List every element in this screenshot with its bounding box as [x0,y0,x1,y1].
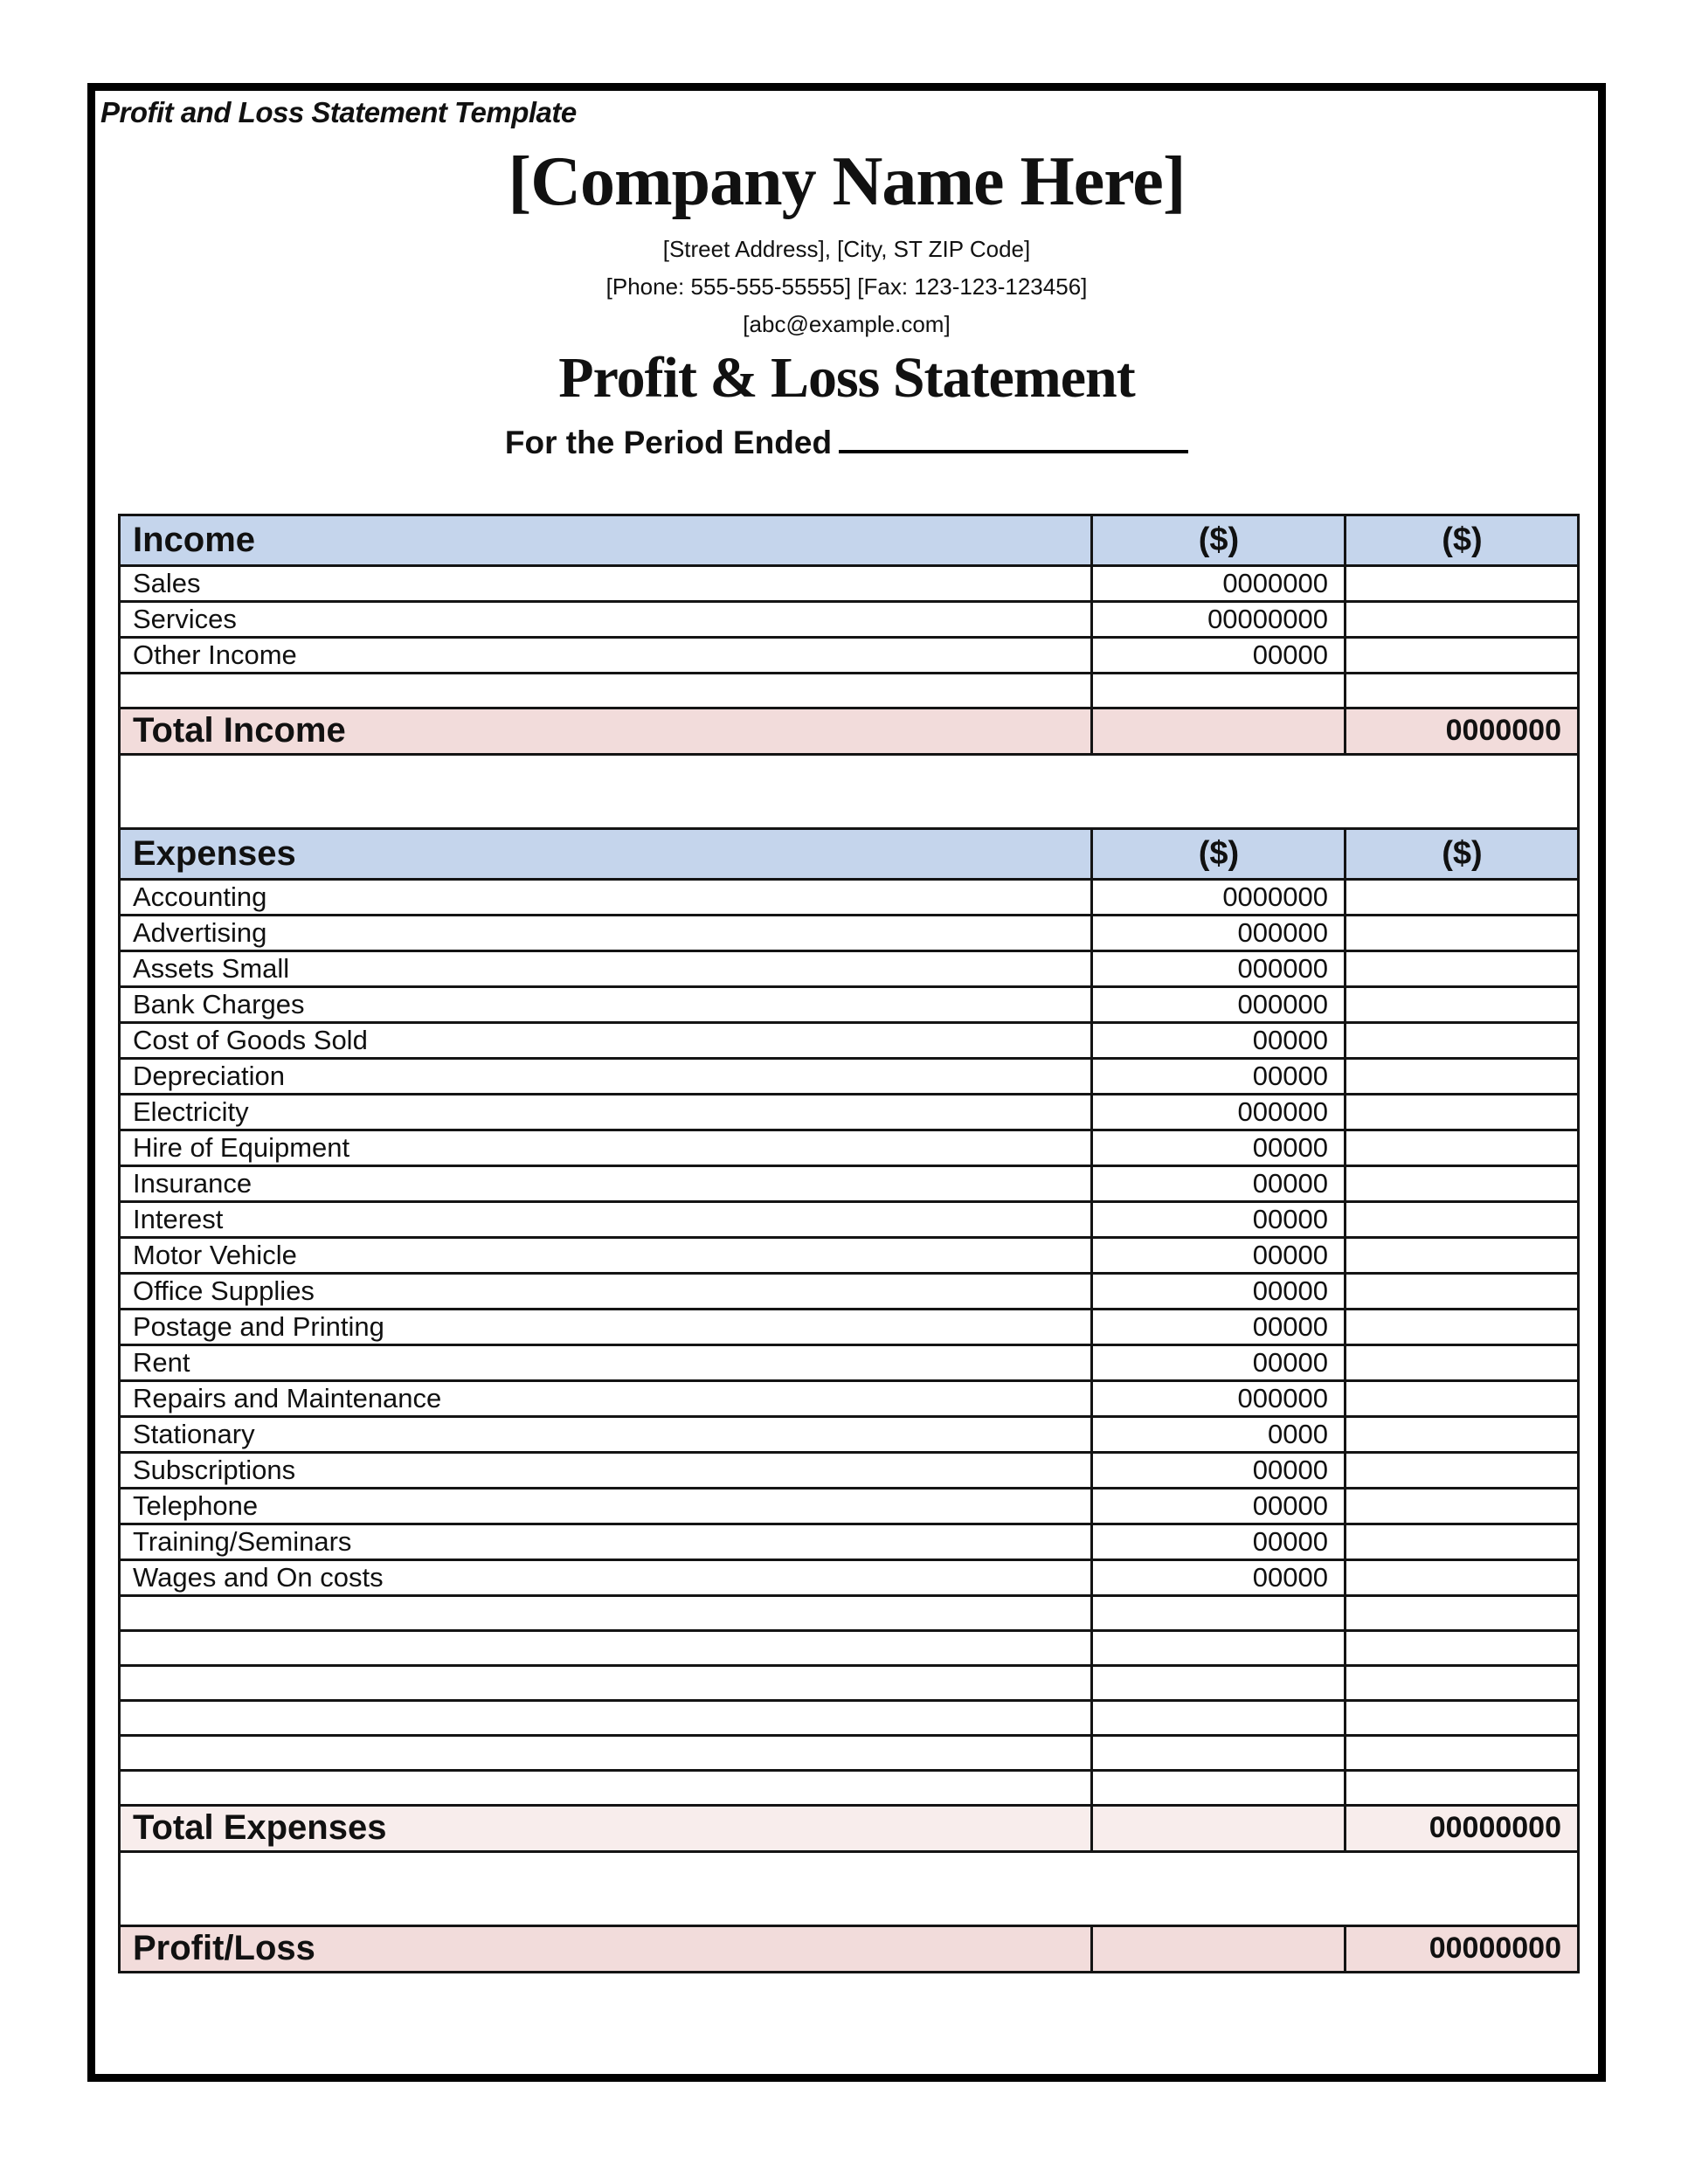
row-label-cell: Repairs and Maintenance [120,1380,1092,1416]
total-cell [1346,1700,1579,1735]
income-header-row [120,515,1579,565]
table-row [120,1309,1579,1344]
total-income-label: Total Income [120,708,1092,754]
section-gap-row [120,1851,1579,1925]
row-label-cell: Wages and On costs [120,1559,1092,1595]
row-label-cell: Stationary [120,1416,1092,1452]
table-row [120,1595,1579,1630]
period-ended-line [95,425,1598,461]
total-cell [1346,950,1579,986]
total-cell [1346,1309,1579,1344]
expenses-currency-header-2: ($) [1346,828,1579,879]
table-row [120,1273,1579,1309]
total-cell [1346,1630,1579,1665]
total-cell [1346,915,1579,950]
table-row [120,1524,1579,1559]
expenses-currency-header-1: ($) [1092,828,1346,879]
table-row [120,1058,1579,1094]
table-row [120,1201,1579,1237]
row-label-cell [120,1735,1092,1770]
row-label-cell: Hire of Equipment [120,1130,1092,1165]
amount-cell: 00000 [1092,1559,1346,1595]
table-row [120,1665,1579,1700]
table-row [120,1559,1579,1595]
total-cell [1346,879,1579,915]
amount-cell: 00000 [1092,1201,1346,1237]
period-ended-blank [839,450,1188,453]
template-title: Profit and Loss Statement Template [100,96,577,128]
amount-cell [1092,1700,1346,1735]
phone-fax-line: [Phone: 555-555-55555] [Fax: 123-123-123456] [605,273,1088,300]
profit-loss-amount: 00000000 [1346,1925,1579,1972]
row-label-cell: Bank Charges [120,986,1092,1022]
total-cell [1346,986,1579,1022]
total-cell [1346,1273,1579,1309]
row-label-cell: Other Income [120,637,1092,673]
amount-cell [1092,1735,1346,1770]
income-section-label: Income [120,515,1092,565]
amount-cell: 0000000 [1092,879,1346,915]
row-label-cell: Cost of Goods Sold [120,1022,1092,1058]
total-cell [1346,565,1579,601]
income-currency-header-2: ($) [1346,515,1579,565]
table-row [120,1452,1579,1488]
amount-cell: 00000 [1092,1524,1346,1559]
total-cell [1346,1201,1579,1237]
total-cell [1346,637,1579,673]
amount-cell: 0000 [1092,1416,1346,1452]
total-cell [1346,1094,1579,1130]
amount-cell: 0000000 [1092,565,1346,601]
row-label-cell: Motor Vehicle [120,1237,1092,1273]
table-row [120,1022,1579,1058]
total-income-amount: 0000000 [1346,708,1579,754]
total-income-spacer-cell [1092,708,1346,754]
statement-table [118,514,1580,1973]
row-label-cell [120,1700,1092,1735]
gap-cell [120,754,1579,828]
expenses-header-row [120,828,1579,879]
profit-loss-row [120,1925,1579,1972]
amount-cell: 00000 [1092,1165,1346,1201]
total-cell [1346,1130,1579,1165]
gap-cell [120,1851,1579,1925]
table-row [120,1416,1579,1452]
table-row [120,673,1579,708]
row-label-cell [120,1595,1092,1630]
total-expenses-spacer-cell [1092,1805,1346,1851]
amount-cell: 00000 [1092,1344,1346,1380]
row-label-cell: Insurance [120,1165,1092,1201]
row-label-cell [120,1665,1092,1700]
amount-cell: 00000 [1092,1237,1346,1273]
table-row [120,1344,1579,1380]
amount-cell: 00000 [1092,1130,1346,1165]
total-cell [1346,1344,1579,1380]
amount-cell: 00000 [1092,1488,1346,1524]
email-line: [abc@example.com] [743,311,951,337]
amount-cell: 000000 [1092,986,1346,1022]
amount-cell: 000000 [1092,915,1346,950]
page-frame [87,83,1606,2082]
row-label-cell: Rent [120,1344,1092,1380]
table-row [120,1237,1579,1273]
total-cell [1346,1524,1579,1559]
table-row [120,637,1579,673]
total-cell [1346,1770,1579,1805]
row-label-cell: Training/Seminars [120,1524,1092,1559]
street-address: [Street Address], [City, ST ZIP Code] [662,236,1031,262]
total-cell [1346,1595,1579,1630]
table-row [120,1770,1579,1805]
amount-cell: 00000 [1092,637,1346,673]
table-row [120,1488,1579,1524]
table-row [120,1735,1579,1770]
row-label-cell: Postage and Printing [120,1309,1092,1344]
row-label-cell: Services [120,601,1092,637]
total-cell [1346,1488,1579,1524]
table-row [120,950,1579,986]
amount-cell: 000000 [1092,1094,1346,1130]
section-gap-row [120,754,1579,828]
row-label-cell: Advertising [120,915,1092,950]
table-row [120,565,1579,601]
row-label-cell: Depreciation [120,1058,1092,1094]
period-ended-label: For the Period Ended [504,424,833,460]
amount-cell: 000000 [1092,950,1346,986]
table-row [120,1380,1579,1416]
row-label-cell: Office Supplies [120,1273,1092,1309]
total-expenses-amount: 00000000 [1346,1805,1579,1851]
company-name: [Company Name Here] [508,143,1186,220]
table-row [120,601,1579,637]
letterhead [95,143,1598,461]
row-label-cell: Assets Small [120,950,1092,986]
row-label-cell: Telephone [120,1488,1092,1524]
table-row [120,1094,1579,1130]
total-cell [1346,1665,1579,1700]
amount-cell [1092,1665,1346,1700]
amount-cell: 000000 [1092,1380,1346,1416]
row-label-cell [120,1770,1092,1805]
total-cell [1346,1058,1579,1094]
total-cell [1346,1416,1579,1452]
profit-loss-spacer-cell [1092,1925,1346,1972]
amount-cell: 00000 [1092,1309,1346,1344]
table-row [120,986,1579,1022]
income-currency-header-1: ($) [1092,515,1346,565]
total-expenses-label: Total Expenses [120,1805,1092,1851]
amount-cell: 00000 [1092,1058,1346,1094]
amount-cell [1092,673,1346,708]
table-row [120,1130,1579,1165]
table-row [120,915,1579,950]
total-cell [1346,1380,1579,1416]
profit-loss-label: Profit/Loss [120,1925,1092,1972]
total-cell [1346,673,1579,708]
row-label-cell: Subscriptions [120,1452,1092,1488]
total-cell [1346,1559,1579,1595]
document-title: Profit & Loss Statement [558,346,1135,410]
expenses-section-label: Expenses [120,828,1092,879]
amount-cell: 00000 [1092,1022,1346,1058]
amount-cell: 00000000 [1092,601,1346,637]
row-label-cell [120,1630,1092,1665]
table-row [120,1165,1579,1201]
total-cell [1346,1452,1579,1488]
total-expenses-row [120,1805,1579,1851]
total-cell [1346,1022,1579,1058]
row-label-cell: Accounting [120,879,1092,915]
row-label-cell [120,673,1092,708]
total-cell [1346,1735,1579,1770]
total-cell [1346,1165,1579,1201]
total-income-row [120,708,1579,754]
row-label-cell: Sales [120,565,1092,601]
table-row [120,1700,1579,1735]
table-row [120,879,1579,915]
row-label-cell: Interest [120,1201,1092,1237]
amount-cell [1092,1595,1346,1630]
total-cell [1346,1237,1579,1273]
row-label-cell: Electricity [120,1094,1092,1130]
amount-cell: 00000 [1092,1452,1346,1488]
total-cell [1346,601,1579,637]
amount-cell [1092,1630,1346,1665]
amount-cell: 00000 [1092,1273,1346,1309]
amount-cell [1092,1770,1346,1805]
table-row [120,1630,1579,1665]
